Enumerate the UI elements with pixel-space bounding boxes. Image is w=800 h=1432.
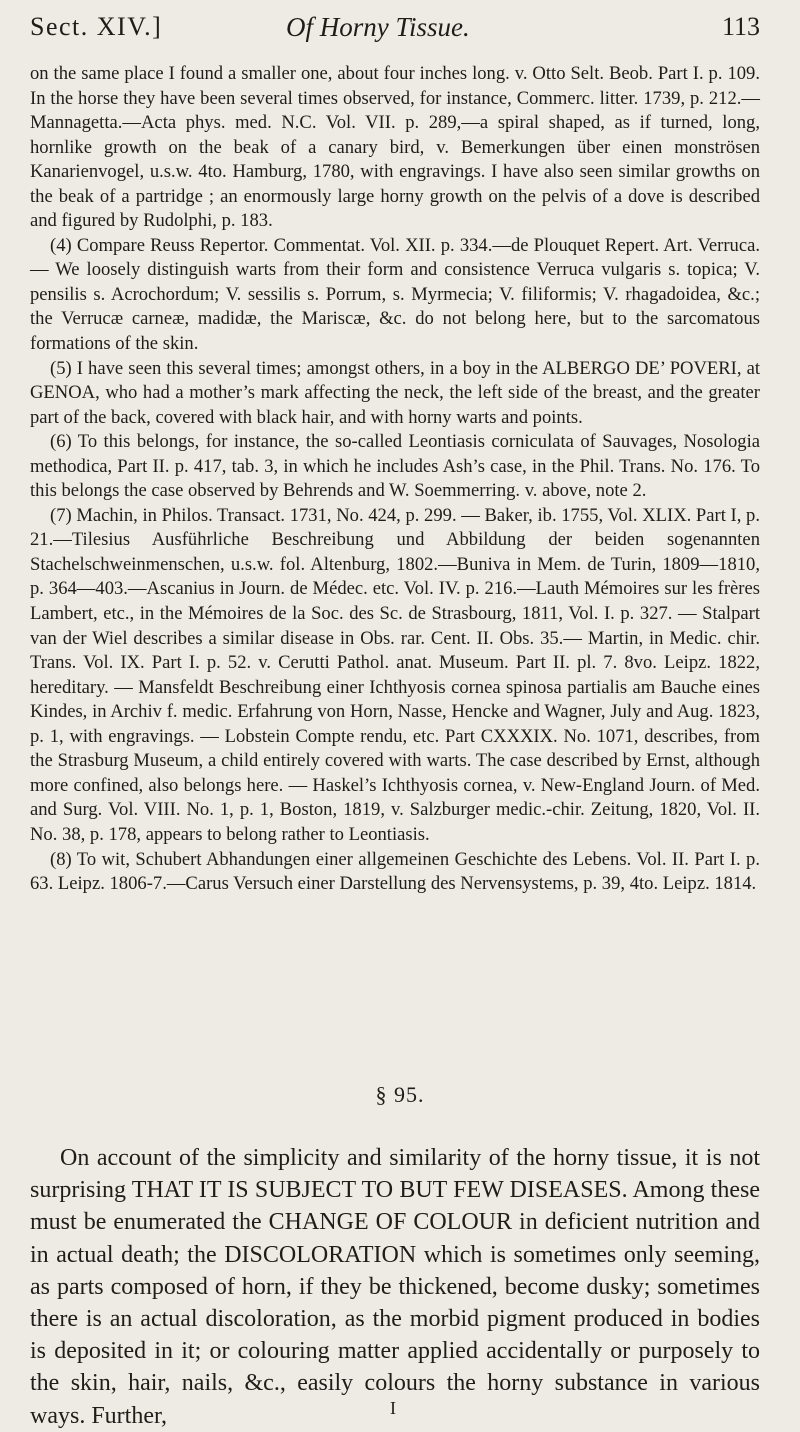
signature-mark: I (390, 1398, 396, 1418)
section-label: Sect. XIV.] (30, 12, 163, 41)
footnote-6: (6) To this belongs, for instance, the so-called Leontiasis corniculata of Sauvages, Nosologia methodica, Part II. p. 417, tab. 3, in which he includes Ash’s case, in the Phil. Trans. No. 176. To this belongs the case observed by Behrends and W. Soemmerring. v. above, note 2. (30, 431, 760, 502)
section-heading: § 95. (375, 1082, 425, 1107)
footnote-8: (8) To wit, Schubert Abhandungen einer allgemeinen Geschichte des Lebens. Vol. II. Part I. p. 63. Leipz. 1806-7.—Carus Versuch einer Darstellung des Nervensystems, p. 39, 4to. Leipz. 1814. (30, 848, 760, 895)
footnotes-block (30, 62, 760, 897)
body-paragraph: On account of the simplicity and similarity of the horny tissue, it is not surprising THAT IT IS SUBJECT TO BUT FEW DISEASES. Among these must be enumerated the CHANGE OF COLOUR in deficient nutrition and in actual death; the DISCOLORATION which is sometimes only seeming, as parts composed of horn, if they be thickened, become dusky; sometimes there is an actual discoloration, as the morbid pigment produced in bodies is deposited in it; or colouring matter applied accidentally or purposely to the skin, hair, nails, &c., easily colours the horny substance in various ways. Further, (30, 1145, 760, 1429)
footnote-4: (4) Compare Reuss Repertor. Commentat. Vol. XII. p. 334.—de Plouquet Repert. Art. Verruca. — We loosely distinguish warts from their form and consistence Verruca vulgaris s. topica; V. pensilis s. Acrochordum; V. sessilis s. Porrum, s. Myrmecia; V. filiformis; V. rhagadoidea, &c.; the Verrucæ carneæ, madidæ, the Mariscæ, &c. do not belong here, but to the sarcomatous formations of the skin. (30, 234, 760, 355)
footnote-5: (5) I have seen this several times; amongst others, in a boy in the ALBERGO DE’ POVERI, at GENOA, who had a mother’s mark affecting the neck, the left side of the breast, and the greater part of the back, covered with black hair, and with horny warts and points. (30, 357, 760, 428)
running-title: Of Horny Tissue. (286, 12, 470, 42)
footnote-continuation: on the same place I found a smaller one, about four inches long. v. Otto Selt. Beob. Part I. p. 109. In the horse they have been several times observed, for instance, Commerc. litter. 1739, p. 212.—Mannagetta.—Acta phys. med. N.C. Vol. VII. p. 289,—a spiral shaped, as if turned, long, hornlike growth on the beak of a canary bird, v. Bemerkungen über einen monströsen Kanarienvogel, u.s.w. 4to. Hamburg, 1780, with engravings. I have also seen similar growths on the beak of a partridge ; an enormously large horny growth on the pelvis of a dove is described and figured by Rudolphi, p. 183. (30, 63, 760, 232)
running-header (30, 12, 760, 48)
main-text (30, 1142, 760, 1432)
footnote-7: (7) Machin, in Philos. Transact. 1731, No. 424, p. 299. — Baker, ib. 1755, Vol. XLIX. Part I, p. 21.—Tilesius Ausführliche Beschreibung und Abbildung der beiden sogenannten Stachelschweinmenschen, u.s.w. fol. Altenburg, 1802.—Buniva in Mem. de Turin, 1809—1810, p. 364—403.—Ascanius in Journ. de Médec. etc. Vol. IV. p. 216.—Lauth Mémoires sur les frères Lambert, etc., in the Mémoires de la Soc. des Sc. de Strasbourg, 1811, Vol. I. p. 327. — Stalpart van der Wiel describes a similar disease in Obs. rar. Cent. II. Obs. 35.— Martin, in Medic. chir. Trans. Vol. IX. Part I. p. 52. v. Cerutti Pathol. anat. Museum. Part II. pl. 7. 8vo. Leipz. 1822, hereditary. — Mansfeldt Beschreibung einer Ichthyosis cornea spinosa partialis am Bauche eines Kindes, in Archiv f. medic. Erfahrung von Horn, Nasse, Hencke and Wagner, July and Aug. 1823, p. 1, with engravings. — Lobstein Compte rendu, etc. Part CXXXIX. No. 1071, describes, from the Strasburg Museum, a child entirely covered with warts. The case described by Ernst, although more confined, also belongs here. — Haskel’s Ichthyosis cornea, v. New-England Journ. of Med. and Surg. Vol. VIII. No. 1, p. 1, Boston, 1819, v. Salzburger medic.-chir. Zeitung, 1820, Vol. II. No. 38, p. 178, appears to belong rather to Leontiasis. (30, 504, 760, 845)
page-number: 113 (721, 12, 760, 41)
